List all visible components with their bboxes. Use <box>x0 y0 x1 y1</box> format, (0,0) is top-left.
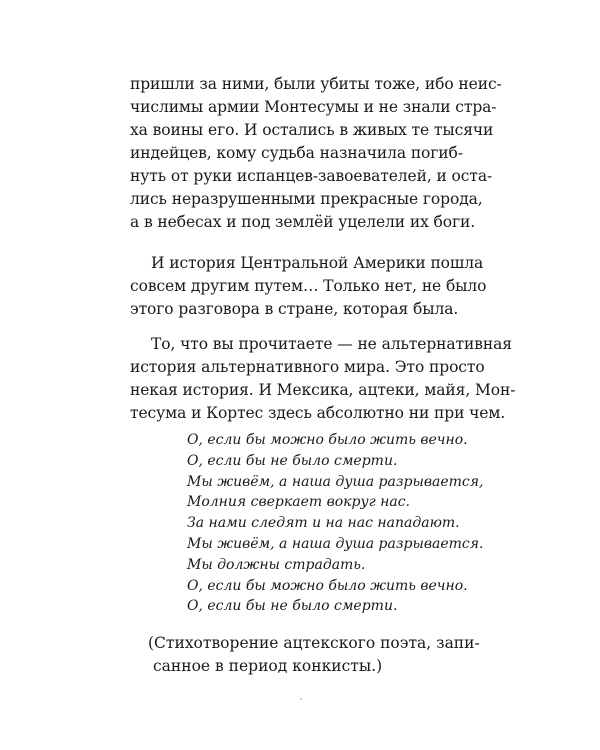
poem-line: О, если бы можно было жить вечно. <box>187 432 468 448</box>
poem-line: Мы живём, а наша душа разрывается, <box>187 473 484 490</box>
poem-line: О, если бы можно было жить вечно. <box>187 577 468 594</box>
poem-line: Молния сверкает вокруг нас. <box>187 494 410 511</box>
paragraph-1-line: ха воины его. И остались в живых те тысячи <box>130 121 494 139</box>
paragraph-3 <box>130 333 516 425</box>
poem-attribution <box>148 632 480 678</box>
paragraph-1-line: нуть от руки испанцев-завоевателей, и оста- <box>130 167 493 185</box>
paragraph-2-line: этого разговора в стране, которая была. <box>130 300 459 318</box>
paragraph-1-line: лись неразрушенными прекрасные города, <box>130 190 483 208</box>
attribution-line: санное в период конкисты.) <box>153 657 383 675</box>
attribution-line: (Стихотворение ацтекского поэта, запи- <box>148 634 480 652</box>
paragraph-2-line: И история Центральной Америки пошла <box>151 254 484 272</box>
paragraph-1-line: а в небесах и под землёй уцелели их боги. <box>130 213 476 231</box>
paper-speck <box>300 698 302 700</box>
paragraph-3-line: некая история. И Мексика, ацтеки, майя, Мон- <box>130 381 516 399</box>
paragraph-1-line: индейцев, кому судьба назначила погиб- <box>130 144 463 162</box>
poem-line: Мы живём, а наша душа разрывается. <box>187 535 484 552</box>
poem-line: О, если бы не было смерти. <box>187 598 398 615</box>
poem-line: О, если бы не было смерти. <box>187 452 398 469</box>
paragraph-1-line: числимы армии Монтесумы и не знали стра- <box>130 98 497 116</box>
paragraph-3-line: история альтернативного мира. Это просто <box>130 358 485 376</box>
paragraph-3-line: То, что вы прочитаете — не альтернативная <box>151 335 512 353</box>
poem-line: Мы должны страдать. <box>187 556 366 573</box>
paragraph-1 <box>130 73 502 234</box>
paragraph-2 <box>130 252 487 321</box>
paragraph-1-line: пришли за ними, были убиты тоже, ибо неис- <box>130 75 502 93</box>
poem-epigraph <box>187 430 483 617</box>
paragraph-2-line: совсем другим путем… Только нет, не было <box>130 277 487 295</box>
poem-line: За нами следят и на нас нападают. <box>187 515 460 532</box>
paragraph-3-line: тесума и Кортес здесь абсолютно ни при чем. <box>130 404 506 422</box>
